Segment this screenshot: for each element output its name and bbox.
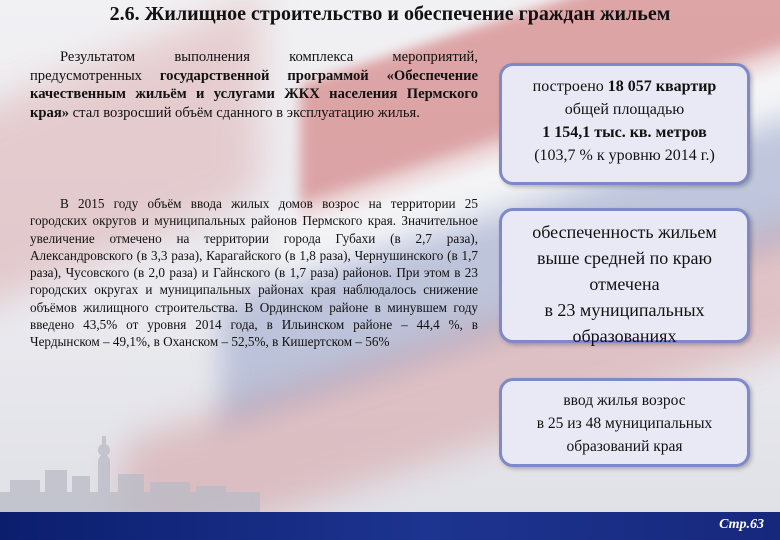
box-line: в 23 муниципальных (544, 300, 705, 320)
box-line: общей площадью (564, 101, 685, 118)
text-span: Результатом выполнения комплекса мероприятий, предусмотренных (30, 49, 478, 84)
box-line (502, 75, 747, 98)
box-line: образований края (566, 438, 683, 455)
details-paragraph: В 2015 году объём ввода жилых домов возрос на территории 25 городских округов и муниципальных районов Пермского края. Значительное увеличение отмечено на территории города Губахи (в 2,7 раза), Александровского (в 3,3 раза), Карагайского (в 1,8 раза), Чернушинского (в 1,7 раза), Чусовского (в 2,0 раза) и Гайнского (в 1,7 раза) районов. При этом в 23 городских округах и муниципальных районах края наблюдалось снижение объёмов жилищного строительства. В Ординском районе в минувшем году введено 43,5% от уровня 2014 года, в Ильинском районе – 44,4 %, в Чердынском – 49,1%, в Оханском – 52,5%, в Кишертском – 56% (30, 196, 478, 350)
box-line: (103,7 % к уровню 2014 г.) (534, 147, 715, 164)
page-number: Стр.63 (719, 517, 764, 532)
box-line: отмечена (589, 274, 660, 294)
box-line: обеспеченность жильем (532, 222, 717, 242)
box-line: ввод жилья возрос (563, 392, 686, 409)
city-skyline-image (0, 430, 260, 514)
program-name: государственной программой «Обеспечение качественным жильём и услугами ЖКХ населения Пермского края» (30, 67, 478, 121)
stat-box-construction-growth (499, 378, 750, 467)
intro-paragraph (30, 48, 478, 122)
area-value (502, 121, 747, 144)
box-line: выше средней по краю (537, 248, 712, 268)
text-span: стал возросший объём сданного в эксплуатацию жилья. (69, 104, 420, 121)
stat-box-housing-supply (499, 208, 750, 346)
footer-bar (0, 512, 780, 540)
page-title: 2.6. Жилищное строительство и обеспечение граждан жильем (109, 3, 671, 25)
stat-box-apartments (499, 63, 750, 185)
apartments-count: 18 057 квартир (607, 78, 717, 95)
text-span: построено (532, 78, 608, 95)
area-text: 1 154,1 тыс. кв. метров (542, 124, 707, 141)
box-line: в 25 из 48 муниципальных (536, 415, 713, 432)
box-line: образованиях (572, 326, 677, 346)
